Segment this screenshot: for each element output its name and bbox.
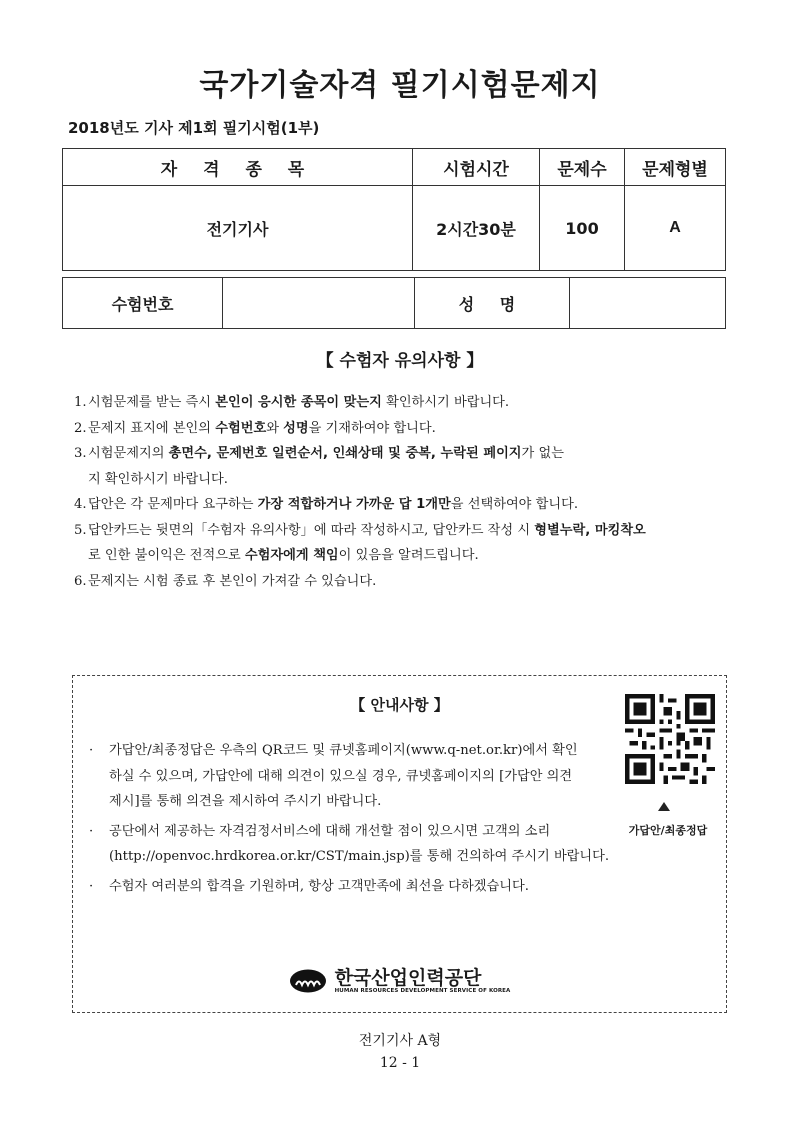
guide-bullet <box>87 874 712 900</box>
exam-info-header-row <box>63 149 726 186</box>
name-label: 성 명 <box>415 278 570 329</box>
exam-subtitle: 2018년도 기사 제1회 필기시험(1부) <box>68 119 320 137</box>
logo-name-ko: 한국산업인력공단 <box>334 967 482 989</box>
header-type: 문제형별 <box>625 149 726 186</box>
footer-exam-type: 전기기사 A형 <box>358 1033 442 1049</box>
logo-name-en: HUMAN RESOURCES DEVELOPMENT SERVICE OF KOREA <box>334 988 511 994</box>
exam-info-table <box>62 148 726 271</box>
value-time: 2시간30분 <box>413 186 540 271</box>
guide-bullet-text: 공단에서 제공하는 자격검정서비스에 대해 개선할 점이 있으시면 고객의 소리(http://openvoc.hrdkorea.or.kr/CST/main.jsp)를 통해 건의하여 주시기 바랍니다. <box>109 823 610 864</box>
name-field[interactable] <box>570 278 726 329</box>
document-title: 국가기술자격 필기시험문제지 <box>199 68 601 103</box>
bullet-dot: · <box>89 878 94 894</box>
guide-bullet <box>87 738 712 815</box>
notice-list <box>74 390 674 594</box>
notice-item: 1. 시험문제를 받는 즉시 본인이 응시한 종목이 맞는지 확인하시기 바랍니다. <box>74 395 510 410</box>
notice-item: 3. 시험문제지의 총면수, 문제번호 일련순서, 인쇄상태 및 중복, 누락된 페이지가 없는지 확인하시기 바랍니다. <box>74 446 564 487</box>
exam-number-field[interactable] <box>223 278 415 329</box>
page-number: 12 - 1 <box>379 1055 421 1071</box>
guide-bullet-text: 가답안/최종정답은 우측의 QR코드 및 큐넷홈페이지(www.q-net.or.kr)에서 확인하실 수 있으며, 가답안에 대해 의견이 있으실 경우, 큐넷홈페이지의 [가답안 의견제시]를 통해 의견을 제시하여 주시기 바랍니다. <box>109 743 578 809</box>
header-count: 문제수 <box>540 149 625 186</box>
notice-item: 6. 문제지는 시험 종료 후 본인이 가져갈 수 있습니다. <box>74 573 377 589</box>
guide-bullet <box>87 819 712 870</box>
bullet-dot: · <box>89 743 94 758</box>
logo-text <box>335 968 511 994</box>
value-count: 100 <box>540 186 625 271</box>
exam-info-value-row <box>63 186 726 271</box>
notice-item: 4. 답안은 각 문제마다 요구하는 가장 적합하거나 가까운 답 1개만을 선택하여야 합니다. <box>74 497 579 512</box>
guide-bullet-list <box>87 738 712 899</box>
header-time: 시험시간 <box>413 149 540 186</box>
header-subject: 자 격 종 목 <box>63 149 413 186</box>
guide-box <box>72 675 727 1013</box>
notice-item: 2. 문제지 표지에 본인의 수험번호와 성명을 기재하여야 합니다. <box>74 420 436 436</box>
notice-heading: 【 수험자 유의사항 】 <box>316 351 484 371</box>
value-type: A <box>625 186 726 271</box>
qr-caption: 가답안/최종정답 <box>628 824 708 837</box>
value-subject: 전기기사 <box>63 186 413 271</box>
hrdk-logo-icon <box>289 969 327 993</box>
examinee-table <box>62 277 726 329</box>
guide-bullet-text: 수험자 여러분의 합격을 기원하며, 항상 고객만족에 최선을 다하겠습니다. <box>109 878 529 894</box>
notice-item: 5. 답안카드는 뒷면의「수험자 유의사항」에 따라 작성하시고, 답안카드 작성 시 형별누락, 마킹착오로 인한 불이익은 전적으로 수험자에게 책임이 있음을 알려드립니다. <box>74 522 646 563</box>
exam-number-label: 수험번호 <box>63 278 223 329</box>
hrdk-logo <box>73 968 726 994</box>
guide-heading: 【 안내사항 】 <box>350 696 449 714</box>
bullet-dot: · <box>89 823 94 839</box>
